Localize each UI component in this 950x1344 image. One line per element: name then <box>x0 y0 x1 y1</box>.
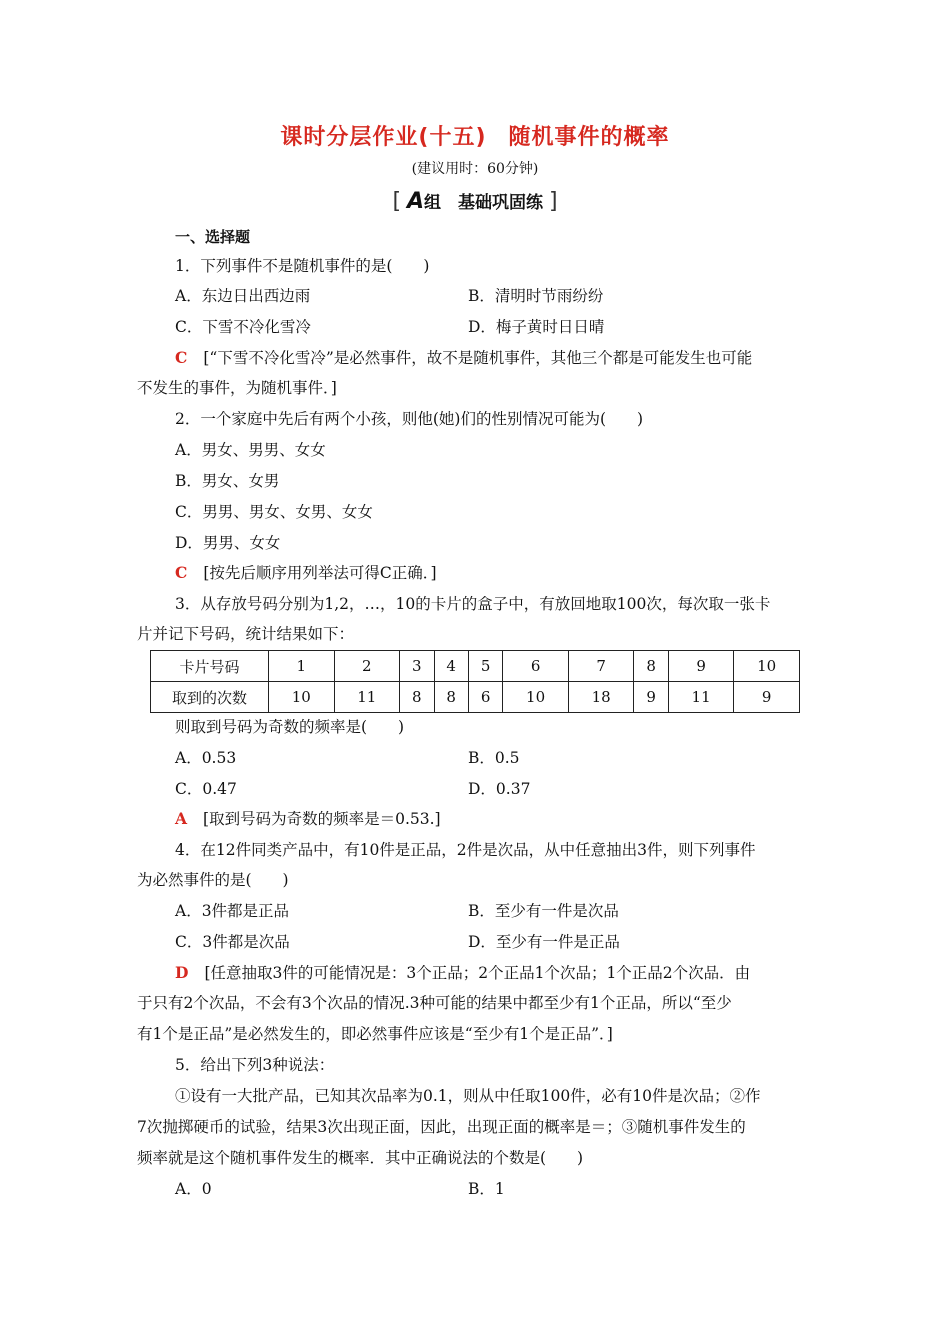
q2-answer <box>175 562 437 584</box>
group-letter: A <box>406 189 425 214</box>
q5-option-b: B．1 <box>468 1180 505 1198</box>
q4-option-c: C．3件都是次品 <box>175 933 290 951</box>
table-cell: 8 <box>400 682 434 713</box>
q5-body-cont2: 频率就是这个随机事件发生的概率．其中正确说法的个数是( ) <box>137 1149 584 1167</box>
q2-answer-text: [按先后顺序用列举法可得C正确．] <box>203 564 437 582</box>
q3-option-b: B．0.5 <box>468 749 520 767</box>
q1-answer <box>175 347 752 369</box>
q2-stem: 2．一个家庭中先后有两个小孩，则他(她)们的性别情况可能为( ) <box>175 410 644 428</box>
table-cell: 1 <box>269 651 335 682</box>
table-cell: 6 <box>468 682 502 713</box>
q1-option-d: D．梅子黄时日日晴 <box>468 318 605 336</box>
table-cell: 9 <box>734 682 800 713</box>
table-cell: 18 <box>568 682 634 713</box>
q1-answer-cont: 不发生的事件，为随机事件．] <box>137 379 337 397</box>
q4-option-a: A．3件都是正品 <box>175 902 290 920</box>
q1-answer-text: [“下雪不冷化雪冷”是必然事件，故不是随机事件，其他三个都是可能发生也可能 <box>203 349 753 367</box>
q5-stem: 5．给出下列3种说法： <box>175 1056 335 1074</box>
table-cell: 9 <box>668 651 734 682</box>
q5-body-cont1: 7次抛掷硬币的试验，结果3次出现正面，因此，出现正面的概率是＝；③随机事件发生的 <box>137 1118 746 1136</box>
q5-option-a: A．0 <box>175 1180 212 1198</box>
q2-answer-letter: C <box>175 563 188 582</box>
table-cell: 3 <box>400 651 434 682</box>
table-cell: 10 <box>269 682 335 713</box>
q4-answer-cont2: 有1个是正品”是必然发生的，即必然事件应该是“至少有1个是正品”．] <box>137 1025 613 1043</box>
table-row <box>151 651 800 682</box>
q4-option-b: B．至少有一件是次品 <box>468 902 619 920</box>
q3-table <box>150 650 800 713</box>
table-cell: 10 <box>734 651 800 682</box>
table-cell: 9 <box>634 682 668 713</box>
q3-stem: 3．从存放号码分别为1,2，…，10的卡片的盒子中，有放回地取100次，每次取一张卡 <box>175 595 771 613</box>
q3-answer <box>175 808 441 830</box>
group-bracket-right: ] <box>548 189 558 214</box>
q2-option-a: A．男女、男男、女女 <box>175 441 326 459</box>
q3-option-a: A．0.53 <box>175 749 237 767</box>
table-cell: 8 <box>634 651 668 682</box>
suggested-time: (建议用时：60分钟) <box>411 161 539 177</box>
q3-answer-text: [取到号码为奇数的频率是＝0.53.] <box>203 810 441 828</box>
group-heading <box>0 188 950 214</box>
table-row-head: 取到的次数 <box>151 682 269 713</box>
q1-option-a: A．东边日出西边雨 <box>175 287 311 305</box>
table-row <box>151 682 800 713</box>
q3-option-c: C．0.47 <box>175 780 237 798</box>
table-cell: 5 <box>468 651 502 682</box>
table-cell: 7 <box>568 651 634 682</box>
q1-option-b: B．清明时节雨纷纷 <box>468 287 604 305</box>
q4-stem-cont: 为必然事件的是( ) <box>137 871 289 889</box>
q1-answer-letter: C <box>175 348 188 367</box>
title-right: 随机事件的概率 <box>508 125 670 150</box>
page-title <box>0 120 950 151</box>
q2-option-d: D．男男、女女 <box>175 534 281 552</box>
q2-option-c: C．男男、男女、女男、女女 <box>175 503 373 521</box>
table-cell: 10 <box>503 682 569 713</box>
q4-option-d: D．至少有一件是正品 <box>468 933 620 951</box>
table-cell: 11 <box>668 682 734 713</box>
group-bracket-left: [ <box>392 189 402 214</box>
q4-answer-text: [任意抽取3件的可能情况是：3个正品；2个正品1个次品；1个正品2个次品．由 <box>204 964 751 982</box>
q1-stem: 1．下列事件不是随机事件的是( ) <box>175 257 430 275</box>
table-row-head: 卡片号码 <box>151 651 269 682</box>
table-cell: 6 <box>503 651 569 682</box>
q3-follow: 则取到号码为奇数的频率是( ) <box>175 718 405 736</box>
table-cell: 11 <box>334 682 400 713</box>
q1-option-c: C．下雪不冷化雪冷 <box>175 318 311 336</box>
table-cell: 2 <box>334 651 400 682</box>
q4-stem: 4．在12件同类产品中，有10件是正品，2件是次品，从中任意抽出3件，则下列事件 <box>175 841 756 859</box>
section-heading: 一、选择题 <box>175 228 251 246</box>
q3-answer-letter: A <box>175 809 188 828</box>
table-cell: 4 <box>434 651 468 682</box>
q4-answer-letter: D <box>175 963 189 982</box>
q5-body: ①设有一大批产品，已知其次品率为0.1，则从中任取100件，必有10件是次品；②作 <box>175 1087 761 1105</box>
q4-answer-cont1: 于只有2个次品，不会有3个次品的情况.3种可能的结果中都至少有1个正品，所以“至少 <box>137 994 732 1012</box>
title-left: 课时分层作业(十五) <box>280 125 487 150</box>
table-cell: 8 <box>434 682 468 713</box>
q4-answer <box>175 962 750 984</box>
group-label: 组 基础巩固练 <box>424 193 544 213</box>
q3-stem-cont: 片并记下号码，统计结果如下： <box>137 625 355 643</box>
q2-option-b: B．男女、女男 <box>175 472 280 490</box>
q3-option-d: D．0.37 <box>468 780 531 798</box>
